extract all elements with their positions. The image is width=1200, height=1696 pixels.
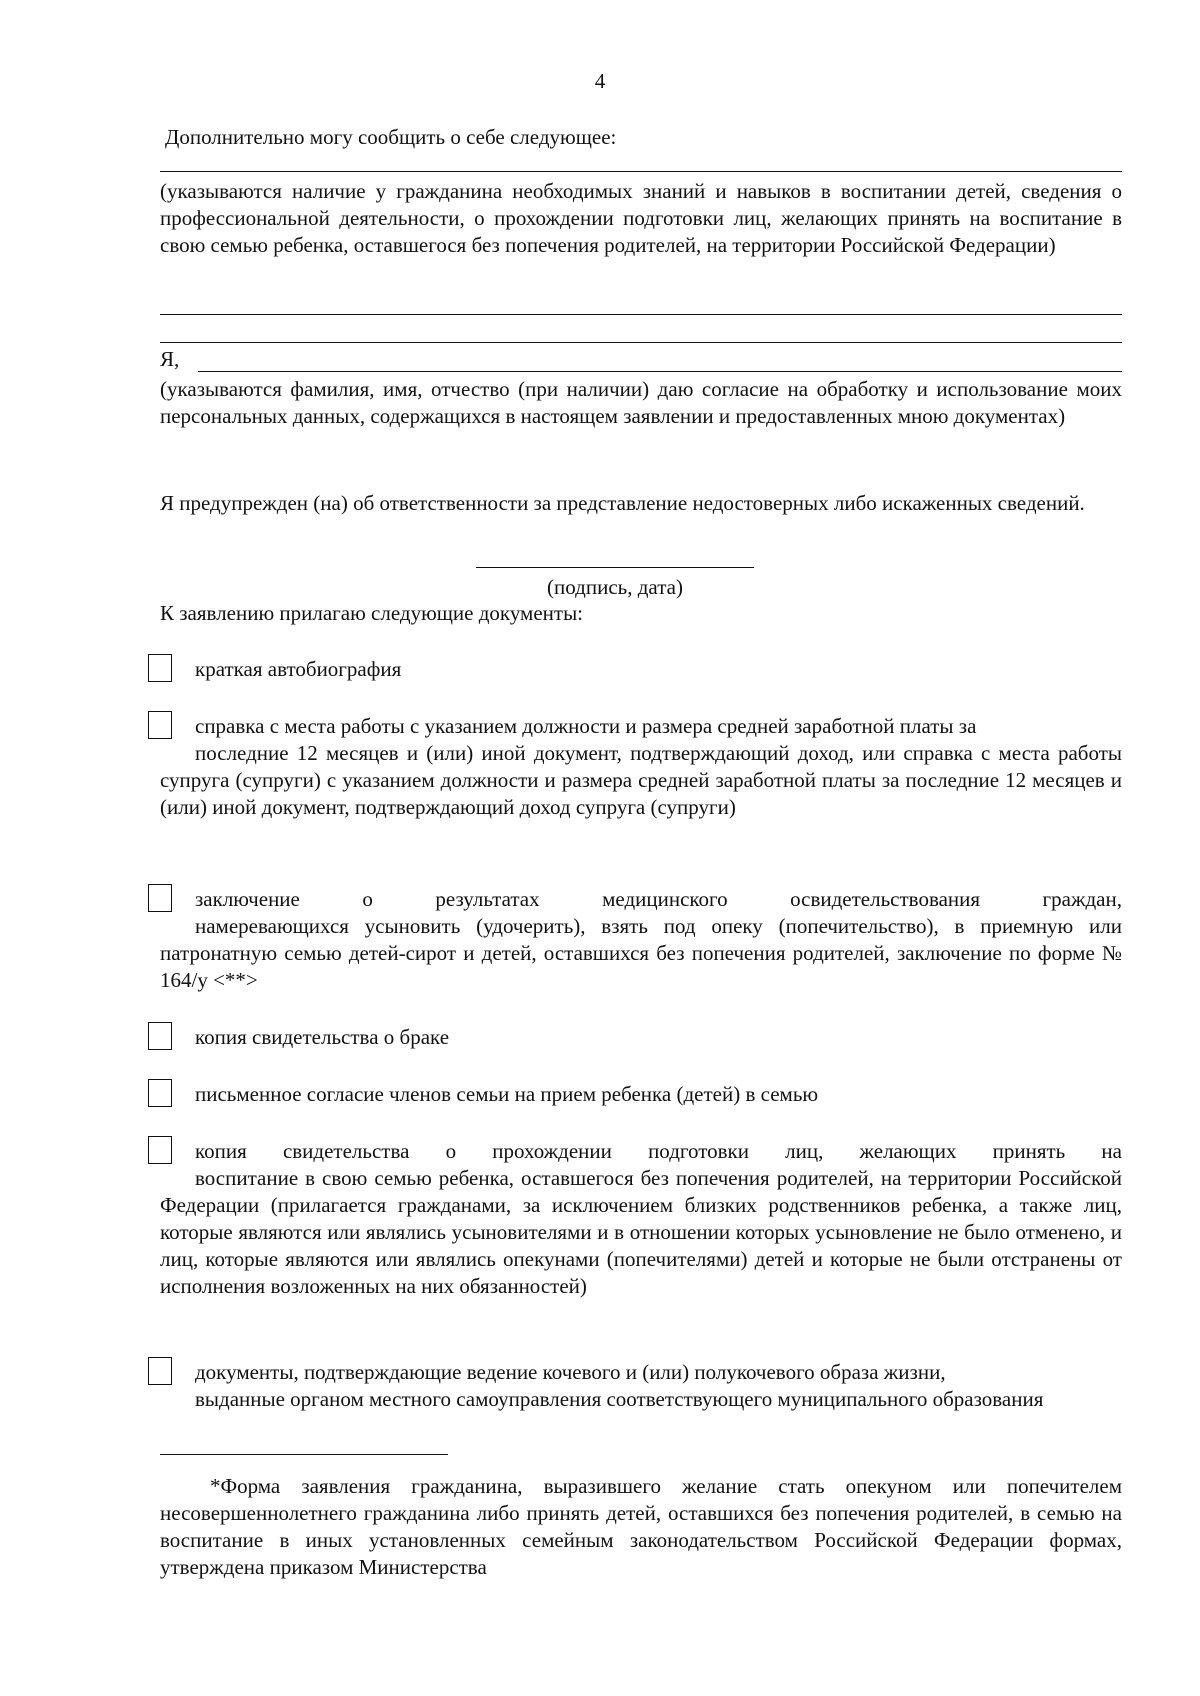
attachment-item-6-first: копия свидетельства о прохождении подготовки лиц, желающих принять на: [195, 1139, 1122, 1163]
attachment-item-7-rest: выданные органом местного самоуправления соответствующего муниципального образования: [195, 1387, 1044, 1411]
warning-text: Я предупрежден (на) об ответственности за представление недостоверных либо искаженных сведений.: [160, 491, 1085, 515]
attachment-item-7-first: документы, подтверждающие ведение кочевого и (или) полукочевого образа жизни,: [195, 1360, 946, 1384]
consent-name-line[interactable]: [198, 371, 1122, 372]
consent-hint: (указываются фамилия, имя, отчество (при наличии) даю согласие на обработку и использование моих персональных данных, содержащихся в настоящем заявлении и предоставленных мною документах): [160, 377, 1122, 428]
signature-line[interactable]: [476, 567, 754, 568]
additional-info-line-1[interactable]: [160, 171, 1122, 172]
additional-info-label: Дополнительно могу сообщить о себе следующее:: [165, 125, 617, 149]
attachment-item-1: [160, 656, 1122, 683]
attachment-item-4-text: копия свидетельства о браке: [195, 1025, 450, 1049]
attachment-item-3-first: заключение о результатах медицинского освидетельствования граждан,: [195, 887, 1122, 911]
attachment-item-6: [160, 1138, 1122, 1300]
attachment-item-3: [160, 886, 1122, 994]
attachment-item-2-rest: последние 12 месяцев и (или) иной документ, подтверждающий доход, или справка с места работы супруга (супруги) с указанием должности и размера средней заработной платы за последние 12 месяцев и (или) иной документ, подтверждающий доход супруга (супруги): [160, 741, 1122, 819]
consent-prefix: Я,: [160, 347, 180, 371]
page-number: 4: [594, 69, 606, 93]
additional-info-hint: (указываются наличие у гражданина необходимых знаний и навыков в воспитании детей, сведения о профессиональной деятельности, о прохождении подготовки лиц, желающих принять на воспитание в свою семью ребенка, оставшегося без попечения родителей, на территории Российской Федерации): [160, 179, 1122, 257]
attachment-item-5: [160, 1081, 1122, 1108]
attachment-item-1-text: краткая автобиография: [195, 657, 402, 681]
attachment-item-7: [160, 1359, 1122, 1413]
footnote-separator: [160, 1454, 448, 1455]
additional-info-line-3[interactable]: [160, 342, 1122, 343]
attachment-item-6-rest: воспитание в свою семью ребенка, оставшегося без попечения родителей, на территории Российской Федерации (прилагается гражданами, за исключением близких родственников ребенка, а также лиц, которые являются или являлись усыновителями и в отношении которых усыновление не было отменено, и лиц, которые являются или являлись опекунами (попечителями) детей и которые не были отстранены от исполнения возложенных на них обязанностей): [160, 1166, 1122, 1298]
attachment-item-2: [160, 713, 1122, 821]
attachment-item-4: [160, 1024, 1122, 1051]
footnote-text: *Форма заявления гражданина, выразившего желание стать опекуном или попечителем несовершеннолетнего гражданина либо принять детей, оставшихся без попечения родителей, в семью на воспитание в иных установленных семейным законодательством Российской Федерации формах, утверждена приказом Министерства: [160, 1474, 1122, 1579]
attachment-item-2-first: справка с места работы с указанием должности и размера средней заработной платы за: [195, 714, 977, 738]
attachment-item-3-rest: намеревающихся усыновить (удочерить), взять под опеку (попечительство), в приемную или патронатную семью детей-сирот и детей, оставшихся без попечения родителей, заключение по форме № 164/у <**>: [160, 914, 1122, 992]
additional-info-line-2[interactable]: [160, 314, 1122, 315]
attachment-item-5-text: письменное согласие членов семьи на прием ребенка (детей) в семью: [195, 1082, 819, 1106]
signature-caption: (подпись, дата): [547, 575, 683, 599]
attachments-intro: К заявлению прилагаю следующие документы:: [160, 601, 584, 625]
